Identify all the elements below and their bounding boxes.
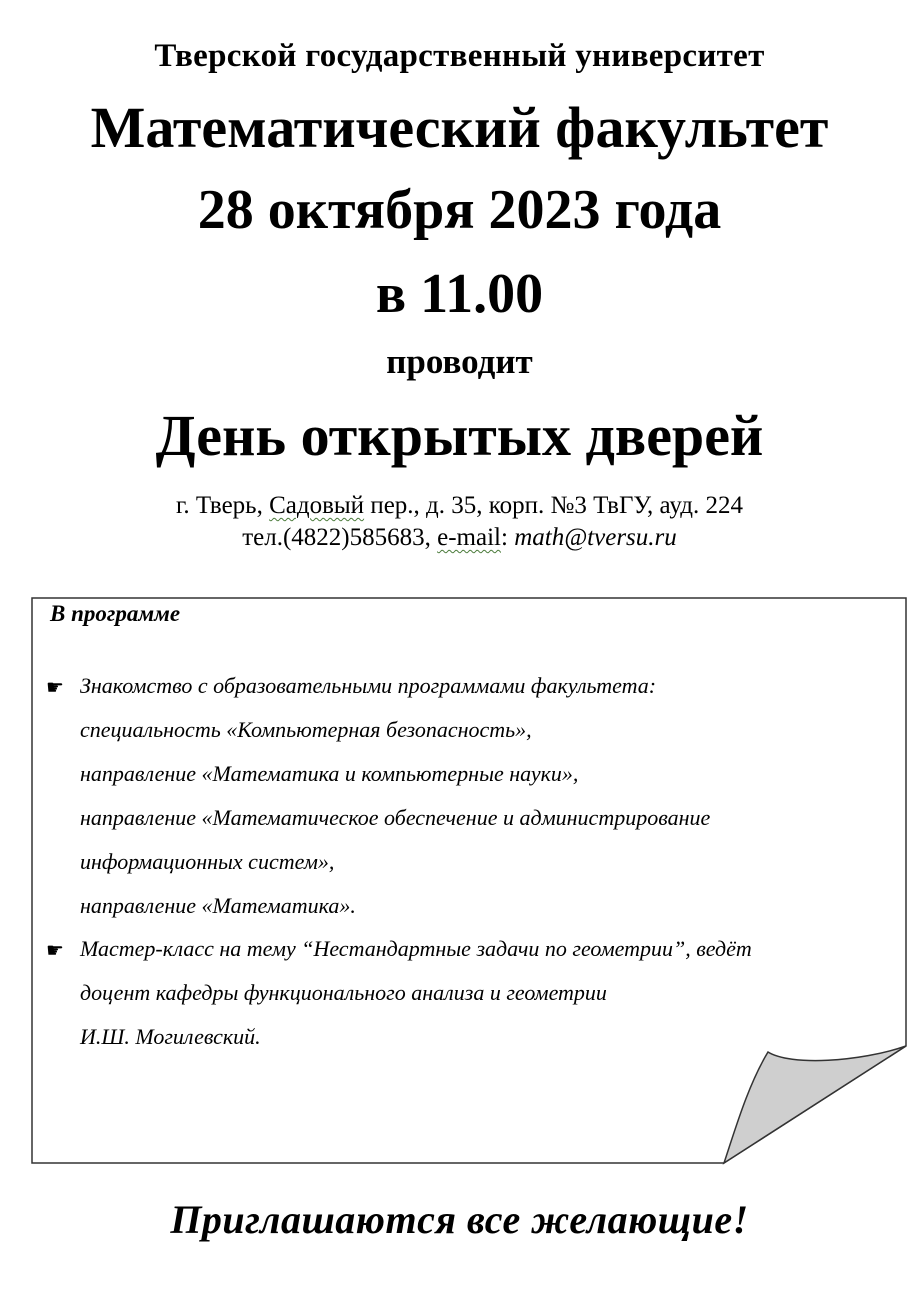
phone-text: тел.(4822)585683, — [242, 524, 438, 551]
invitation-text: Приглашаются все желающие! — [170, 1197, 749, 1242]
address-street: Садовый — [269, 492, 365, 519]
address-line — [0, 492, 919, 520]
email-address[interactable]: math@tversu.ru — [514, 524, 677, 551]
program-item1-line: специальность «Компьютерная безопасность», — [80, 717, 532, 742]
page-curl-icon — [724, 1046, 906, 1163]
program-item1-line: Знакомство с образовательными программами факультета: — [80, 673, 657, 698]
email-label: e-mail — [437, 524, 501, 551]
address-post: пер., д. 35, корп. №3 ТвГУ, ауд. 224 — [364, 492, 744, 519]
event-date: 28 октября 2023 года — [197, 179, 722, 241]
program-item1-line: направление «Математика». — [80, 893, 356, 918]
faculty-title: Математический факультет — [90, 95, 829, 160]
event-title: День открытых дверей — [155, 403, 764, 468]
program-item1-line: информационных систем», — [80, 849, 335, 874]
holds-text: проводит — [386, 342, 533, 381]
contacts-line — [0, 524, 919, 552]
program-item2-line: Мастер-класс на тему “Нестандартные задачи по геометрии”, ведёт — [80, 936, 752, 961]
email-colon: : — [500, 524, 515, 551]
program-item1-line: направление «Математика и компьютерные науки», — [80, 761, 579, 786]
event-time: в 11.00 — [375, 263, 544, 325]
program-item2-line: И.Ш. Могилевский. — [80, 1024, 261, 1049]
program-item2-line: доцент кафедры функционального анализа и геометрии — [80, 980, 607, 1005]
program-title: В программе — [50, 601, 181, 626]
program-item1-line: направление «Математическое обеспечение и администрирование — [80, 805, 711, 830]
pointing-hand-icon: ☛ — [46, 677, 64, 699]
address-pre: г. Тверь, — [175, 492, 270, 519]
pointing-hand-icon: ☛ — [46, 940, 64, 962]
university-name: Тверской государственный университет — [154, 38, 765, 74]
